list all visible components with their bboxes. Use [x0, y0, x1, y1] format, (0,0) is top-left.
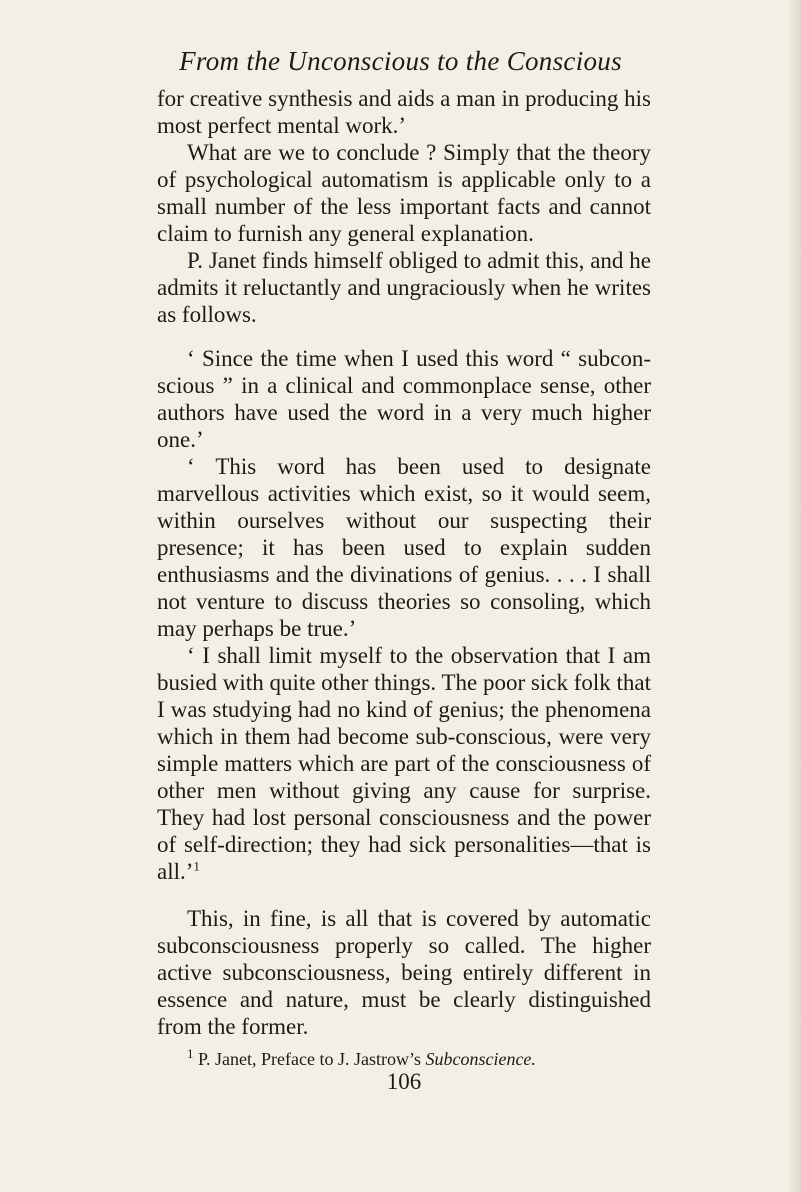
- page-edge-shadow: [787, 0, 801, 1192]
- footnote-marker: 1: [187, 1046, 194, 1061]
- paragraph-janet-admits: P. Janet finds himself obliged to admit this, and he admits it reluctantly and ungraciously when he writes as follows.: [157, 248, 651, 327]
- paragraph-continued: for creative synthesis and aids a man in producing his most perfect mental work.’: [157, 86, 651, 138]
- footnote-title: Subconscience.: [425, 1049, 536, 1069]
- paragraph-in-fine: This, in fine, is all that is covered by automatic subconsciousness properly so called. The higher active subconsciousness, being entirely different in essence and nature, must be clearly distinguished from the former.: [157, 906, 651, 1039]
- body-text: [157, 85, 651, 1094]
- section-gap: [157, 885, 651, 905]
- footnote-reference: 1: [193, 858, 200, 874]
- footnote-text: P. Janet, Preface to J. Jastrow’s: [198, 1049, 426, 1069]
- footnote: [157, 1048, 651, 1070]
- quote-sick-personalities-text: ‘ I shall limit myself to the observation that I am busied with quite other things. The poor sick folk that I was studying had no kind of genius; the phenomena which in them had become sub-conscious, were very simple matters which are part of the consciousness of other men without giving any cause for surprise. They had lost personal consciousness and the power of self-direction; they had sick personalities—that is all.’: [157, 643, 652, 884]
- page-number: 106: [386, 1069, 422, 1094]
- quote-marvellous-activities: ‘ This word has been used to designate marvellous activities which exist, so it would seem, within ourselves without our suspecting their presence; it has been used to explain sudden enthusiasms and the divinations of genius. . . . I shall not venture to discuss theories so consoling, which may perhaps be true.’: [157, 454, 651, 641]
- paragraph-conclusion: What are we to conclude ? Simply that the theory of psychological automatism is applicable only to a small number of the less important facts and cannot claim to furnish any general explanation.: [157, 140, 651, 246]
- quote-subconscious: ‘ Since the time when I used this word “ subcon-scious ” in a clinical and commonplace sense, other authors have used the word in a very much higher one.’: [157, 346, 651, 452]
- section-gap: [157, 328, 651, 345]
- quote-sick-personalities: [157, 642, 651, 885]
- running-head: From the Unconscious to the Conscious: [179, 46, 622, 76]
